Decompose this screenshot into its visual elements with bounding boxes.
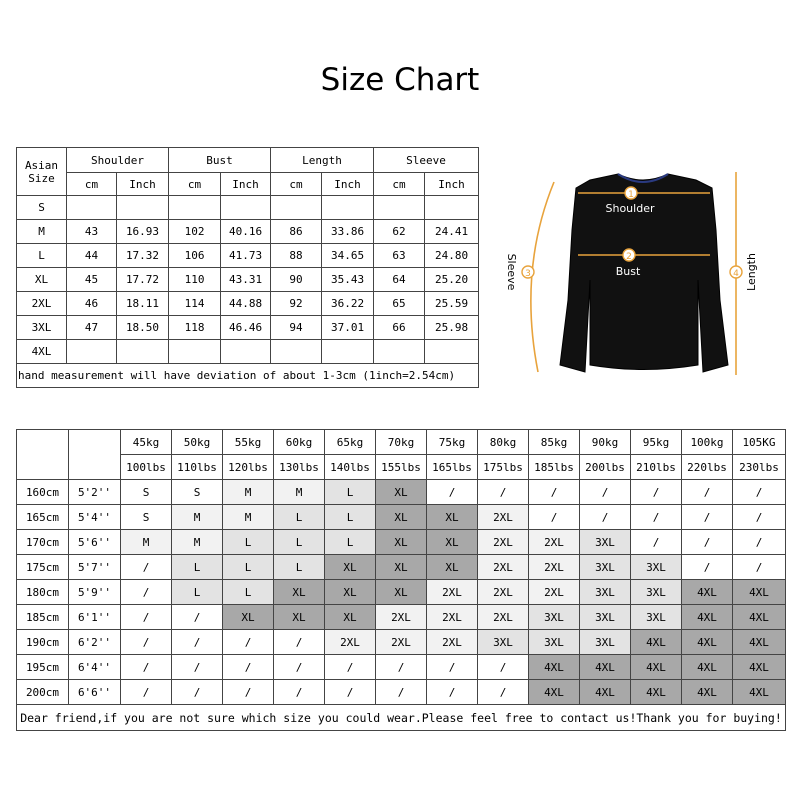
sleeve-label: Sleeve <box>505 253 518 291</box>
size-row <box>17 268 479 292</box>
measurement-cell: 24.80 <box>425 244 479 268</box>
recommended-size-cell: 4XL <box>733 630 786 655</box>
measurement-cell <box>425 196 479 220</box>
height-ft-header <box>69 430 121 480</box>
height-ft: 6'2'' <box>69 630 121 655</box>
bust-label: Bust <box>615 265 641 278</box>
recommended-size-cell: 3XL <box>478 630 529 655</box>
recommended-size-cell: / <box>172 655 223 680</box>
recommended-size-cell: / <box>121 580 172 605</box>
recommended-size-cell: 4XL <box>733 605 786 630</box>
weight-kg-header: 55kg <box>223 430 274 455</box>
measurement-cell: 18.11 <box>117 292 169 316</box>
measurement-note: hand measurement will have deviation of about 1-3cm (1inch=2.54cm) <box>17 364 479 388</box>
recommended-size-cell: 3XL <box>580 580 631 605</box>
recommended-size-cell: M <box>274 480 325 505</box>
recommended-size-cell: XL <box>427 505 478 530</box>
height-row <box>17 505 786 530</box>
recommended-size-cell: XL <box>325 580 376 605</box>
height-cm: 165cm <box>17 505 69 530</box>
measurement-cell <box>67 340 117 364</box>
weight-kg-header: 75kg <box>427 430 478 455</box>
recommended-size-cell: 2XL <box>376 630 427 655</box>
measurement-cell: 90 <box>271 268 322 292</box>
recommended-size-cell: / <box>376 655 427 680</box>
measurement-cell <box>374 196 425 220</box>
weight-lbs-header: 140lbs <box>325 455 376 480</box>
measurement-cell: 88 <box>271 244 322 268</box>
recommended-size-cell: / <box>682 530 733 555</box>
recommended-size-cell: 2XL <box>529 580 580 605</box>
measurement-cell: 35.43 <box>322 268 374 292</box>
measurement-cell: 94 <box>271 316 322 340</box>
recommended-size-cell: / <box>325 655 376 680</box>
height-row <box>17 680 786 705</box>
measurement-cell: 34.65 <box>322 244 374 268</box>
height-row <box>17 655 786 680</box>
recommended-size-cell: 3XL <box>631 580 682 605</box>
recommended-size-cell: L <box>223 555 274 580</box>
height-cm: 190cm <box>17 630 69 655</box>
weight-lbs-header: 220lbs <box>682 455 733 480</box>
recommended-size-cell: L <box>223 530 274 555</box>
recommended-size-cell: XL <box>376 505 427 530</box>
recommended-size-cell: 2XL <box>478 605 529 630</box>
recommended-size-cell: 2XL <box>427 605 478 630</box>
recommended-size-cell: / <box>376 680 427 705</box>
measurement-cell: 46 <box>67 292 117 316</box>
recommended-size-cell: 3XL <box>631 555 682 580</box>
recommended-size-cell: 4XL <box>733 580 786 605</box>
recommended-size-cell: / <box>733 505 786 530</box>
recommended-size-cell: / <box>478 480 529 505</box>
size-row <box>17 196 479 220</box>
recommended-size-cell: / <box>733 555 786 580</box>
recommended-size-cell: XL <box>274 605 325 630</box>
measurement-cell <box>117 340 169 364</box>
recommended-size-cell: / <box>121 555 172 580</box>
size-label: L <box>17 244 67 268</box>
weight-kg-header: 70kg <box>376 430 427 455</box>
measurement-cell <box>67 196 117 220</box>
weight-lbs-header: 130lbs <box>274 455 325 480</box>
marker-1-number: 1 <box>628 190 634 200</box>
recommended-size-cell: 2XL <box>427 580 478 605</box>
recommended-size-cell: / <box>682 505 733 530</box>
recommended-size-cell: / <box>580 505 631 530</box>
measurement-cell: 118 <box>169 316 221 340</box>
recommended-size-cell: 2XL <box>478 555 529 580</box>
measurement-cell: 25.59 <box>425 292 479 316</box>
recommended-size-cell: L <box>274 530 325 555</box>
unit-header: Inch <box>221 173 271 196</box>
weight-lbs-header: 165lbs <box>427 455 478 480</box>
recommended-size-cell: XL <box>223 605 274 630</box>
marker-3-number: 3 <box>525 269 531 279</box>
size-table-corner <box>17 148 67 196</box>
group-header-shoulder: Shoulder <box>67 148 169 173</box>
recommended-size-cell: 4XL <box>682 655 733 680</box>
recommended-size-cell: 2XL <box>478 580 529 605</box>
recommended-size-cell: 2XL <box>478 505 529 530</box>
recommended-size-cell: 2XL <box>478 530 529 555</box>
recommended-size-cell: / <box>121 655 172 680</box>
measurement-cell: 102 <box>169 220 221 244</box>
size-label: XL <box>17 268 67 292</box>
corner-line-1: Asian <box>24 158 59 172</box>
weight-lbs-header: 100lbs <box>121 455 172 480</box>
corner-line-2: Size <box>28 171 55 185</box>
recommended-size-cell: / <box>682 480 733 505</box>
measurement-cell: 86 <box>271 220 322 244</box>
marker-4-number: 4 <box>733 269 739 279</box>
recommended-size-cell: L <box>274 555 325 580</box>
measurement-cell: 37.01 <box>322 316 374 340</box>
size-label: 4XL <box>17 340 67 364</box>
recommended-size-cell: XL <box>427 530 478 555</box>
shoulder-label: Shoulder <box>605 202 655 215</box>
measurement-cell <box>221 196 271 220</box>
measurement-cell: 24.41 <box>425 220 479 244</box>
recommended-size-cell: / <box>172 630 223 655</box>
recommended-size-cell: / <box>631 480 682 505</box>
recommended-size-cell: / <box>682 555 733 580</box>
height-weight-size-table <box>16 429 786 731</box>
recommended-size-cell: 3XL <box>580 530 631 555</box>
recommended-size-cell: S <box>121 505 172 530</box>
measurement-cell: 45 <box>67 268 117 292</box>
recommended-size-cell: / <box>529 480 580 505</box>
size-label: M <box>17 220 67 244</box>
length-label: Length <box>745 253 758 291</box>
weight-kg-header: 100kg <box>682 430 733 455</box>
measurement-cell: 110 <box>169 268 221 292</box>
recommended-size-cell: 3XL <box>580 555 631 580</box>
measurement-cell: 92 <box>271 292 322 316</box>
weight-kg-header: 50kg <box>172 430 223 455</box>
height-cm-header <box>17 430 69 480</box>
measurement-cell <box>169 196 221 220</box>
measurement-cell <box>117 196 169 220</box>
height-row <box>17 555 786 580</box>
recommended-size-cell: 2XL <box>325 630 376 655</box>
recommended-size-cell: 4XL <box>580 680 631 705</box>
weight-lbs-header: 155lbs <box>376 455 427 480</box>
recommended-size-cell: 4XL <box>631 680 682 705</box>
recommended-size-cell: / <box>325 680 376 705</box>
height-cm: 195cm <box>17 655 69 680</box>
recommended-size-cell: 2XL <box>529 555 580 580</box>
recommended-size-cell: / <box>223 680 274 705</box>
unit-header: Inch <box>322 173 374 196</box>
measurement-cell <box>322 196 374 220</box>
size-row <box>17 316 479 340</box>
weight-kg-header: 45kg <box>121 430 172 455</box>
height-cm: 160cm <box>17 480 69 505</box>
measurement-cell: 44 <box>67 244 117 268</box>
recommended-size-cell: XL <box>376 480 427 505</box>
recommended-size-cell: 2XL <box>376 605 427 630</box>
recommended-size-cell: / <box>733 530 786 555</box>
recommended-size-cell: 4XL <box>733 655 786 680</box>
recommended-size-cell: L <box>274 505 325 530</box>
height-cm: 180cm <box>17 580 69 605</box>
measurement-cell <box>425 340 479 364</box>
measurement-cell: 25.98 <box>425 316 479 340</box>
recommended-size-cell: XL <box>274 580 325 605</box>
recommended-size-cell: L <box>325 530 376 555</box>
measurement-cell: 65 <box>374 292 425 316</box>
sweater-measurement-diagram <box>498 160 788 385</box>
weight-kg-header: 65kg <box>325 430 376 455</box>
weight-lbs-header: 110lbs <box>172 455 223 480</box>
height-ft: 5'9'' <box>69 580 121 605</box>
recommended-size-cell: / <box>529 505 580 530</box>
weight-kg-header: 105KG <box>733 430 786 455</box>
contact-footer: Dear friend,if you are not sure which size you could wear.Please feel free to contact us!Thank you for buying! <box>17 705 786 731</box>
unit-header: cm <box>374 173 425 196</box>
measurement-cell: 43 <box>67 220 117 244</box>
weight-lbs-header: 120lbs <box>223 455 274 480</box>
recommended-size-cell: XL <box>376 555 427 580</box>
recommended-size-cell: / <box>121 630 172 655</box>
measurement-cell: 36.22 <box>322 292 374 316</box>
size-row <box>17 220 479 244</box>
recommended-size-cell: 4XL <box>631 655 682 680</box>
recommended-size-cell: / <box>427 480 478 505</box>
measurement-cell: 17.32 <box>117 244 169 268</box>
measurement-cell: 63 <box>374 244 425 268</box>
recommended-size-cell: / <box>631 505 682 530</box>
recommended-size-cell: 4XL <box>631 630 682 655</box>
measurement-cell: 25.20 <box>425 268 479 292</box>
recommended-size-cell: XL <box>376 580 427 605</box>
recommended-size-cell: / <box>223 655 274 680</box>
recommended-size-cell: L <box>325 480 376 505</box>
recommended-size-cell: M <box>121 530 172 555</box>
recommended-size-cell: 4XL <box>529 680 580 705</box>
measurement-cell <box>271 340 322 364</box>
measurement-cell: 47 <box>67 316 117 340</box>
recommended-size-cell: L <box>172 580 223 605</box>
recommended-size-cell: / <box>274 630 325 655</box>
height-ft: 6'6'' <box>69 680 121 705</box>
height-cm: 170cm <box>17 530 69 555</box>
recommended-size-cell: / <box>427 680 478 705</box>
group-header-sleeve: Sleeve <box>374 148 479 173</box>
height-row <box>17 630 786 655</box>
measurement-cell <box>169 340 221 364</box>
size-measurement-table <box>16 147 479 388</box>
size-label: 2XL <box>17 292 67 316</box>
recommended-size-cell: XL <box>427 555 478 580</box>
measurement-cell: 114 <box>169 292 221 316</box>
measurement-cell: 43.31 <box>221 268 271 292</box>
height-row <box>17 605 786 630</box>
recommended-size-cell: / <box>478 680 529 705</box>
recommended-size-cell: / <box>172 605 223 630</box>
recommended-size-cell: / <box>478 655 529 680</box>
unit-header: cm <box>169 173 221 196</box>
recommended-size-cell: 4XL <box>733 680 786 705</box>
page-title: Size Chart <box>320 62 480 98</box>
recommended-size-cell: M <box>172 530 223 555</box>
height-ft: 6'4'' <box>69 655 121 680</box>
marker-2-number: 2 <box>626 252 632 262</box>
size-row <box>17 244 479 268</box>
recommended-size-cell: / <box>427 655 478 680</box>
recommended-size-cell: / <box>580 480 631 505</box>
recommended-size-cell: 4XL <box>682 580 733 605</box>
recommended-size-cell: 3XL <box>529 630 580 655</box>
recommended-size-cell: M <box>172 505 223 530</box>
recommended-size-cell: 4XL <box>682 630 733 655</box>
size-label: 3XL <box>17 316 67 340</box>
measurement-cell: 106 <box>169 244 221 268</box>
recommended-size-cell: L <box>223 580 274 605</box>
recommended-size-cell: 3XL <box>580 605 631 630</box>
group-header-length: Length <box>271 148 374 173</box>
recommended-size-cell: / <box>274 680 325 705</box>
measurement-cell: 33.86 <box>322 220 374 244</box>
height-row <box>17 480 786 505</box>
height-row <box>17 580 786 605</box>
recommended-size-cell: 4XL <box>682 680 733 705</box>
recommended-size-cell: / <box>121 605 172 630</box>
measurement-cell: 18.50 <box>117 316 169 340</box>
measurement-cell: 16.93 <box>117 220 169 244</box>
height-ft: 5'4'' <box>69 505 121 530</box>
recommended-size-cell: M <box>223 480 274 505</box>
weight-lbs-header: 175lbs <box>478 455 529 480</box>
size-row <box>17 292 479 316</box>
measurement-cell: 64 <box>374 268 425 292</box>
recommended-size-cell: / <box>172 680 223 705</box>
unit-header: cm <box>271 173 322 196</box>
measurement-cell: 44.88 <box>221 292 271 316</box>
measurement-cell: 40.16 <box>221 220 271 244</box>
sleeve-arrow <box>531 182 554 372</box>
recommended-size-cell: 4XL <box>529 655 580 680</box>
height-ft: 5'2'' <box>69 480 121 505</box>
weight-lbs-header: 185lbs <box>529 455 580 480</box>
weight-kg-header: 80kg <box>478 430 529 455</box>
unit-header: Inch <box>425 173 479 196</box>
height-cm: 185cm <box>17 605 69 630</box>
recommended-size-cell: S <box>121 480 172 505</box>
height-cm: 200cm <box>17 680 69 705</box>
height-ft: 5'7'' <box>69 555 121 580</box>
recommended-size-cell: 3XL <box>529 605 580 630</box>
recommended-size-cell: / <box>274 655 325 680</box>
measurement-cell <box>374 340 425 364</box>
recommended-size-cell: L <box>172 555 223 580</box>
recommended-size-cell: / <box>733 480 786 505</box>
measurement-cell <box>271 196 322 220</box>
height-ft: 6'1'' <box>69 605 121 630</box>
height-ft: 5'6'' <box>69 530 121 555</box>
weight-lbs-header: 230lbs <box>733 455 786 480</box>
measurement-cell: 17.72 <box>117 268 169 292</box>
weight-lbs-header: 210lbs <box>631 455 682 480</box>
recommended-size-cell: M <box>223 505 274 530</box>
measurement-cell: 46.46 <box>221 316 271 340</box>
recommended-size-cell: / <box>631 530 682 555</box>
size-label: S <box>17 196 67 220</box>
unit-header: cm <box>67 173 117 196</box>
recommended-size-cell: XL <box>325 555 376 580</box>
measurement-cell: 41.73 <box>221 244 271 268</box>
recommended-size-cell: L <box>325 505 376 530</box>
height-row <box>17 530 786 555</box>
recommended-size-cell: 3XL <box>580 630 631 655</box>
recommended-size-cell: XL <box>325 605 376 630</box>
weight-kg-header: 90kg <box>580 430 631 455</box>
measurement-cell: 66 <box>374 316 425 340</box>
recommended-size-cell: S <box>172 480 223 505</box>
weight-kg-header: 85kg <box>529 430 580 455</box>
unit-header: Inch <box>117 173 169 196</box>
measurement-cell <box>322 340 374 364</box>
measurement-cell: 62 <box>374 220 425 244</box>
weight-lbs-header: 200lbs <box>580 455 631 480</box>
group-header-bust: Bust <box>169 148 271 173</box>
measurement-cell <box>221 340 271 364</box>
recommended-size-cell: 2XL <box>427 630 478 655</box>
recommended-size-cell: XL <box>376 530 427 555</box>
recommended-size-cell: 4XL <box>580 655 631 680</box>
weight-kg-header: 95kg <box>631 430 682 455</box>
recommended-size-cell: / <box>223 630 274 655</box>
recommended-size-cell: / <box>121 680 172 705</box>
weight-kg-header: 60kg <box>274 430 325 455</box>
height-cm: 175cm <box>17 555 69 580</box>
recommended-size-cell: 4XL <box>682 605 733 630</box>
recommended-size-cell: 3XL <box>631 605 682 630</box>
recommended-size-cell: 2XL <box>529 530 580 555</box>
size-row <box>17 340 479 364</box>
